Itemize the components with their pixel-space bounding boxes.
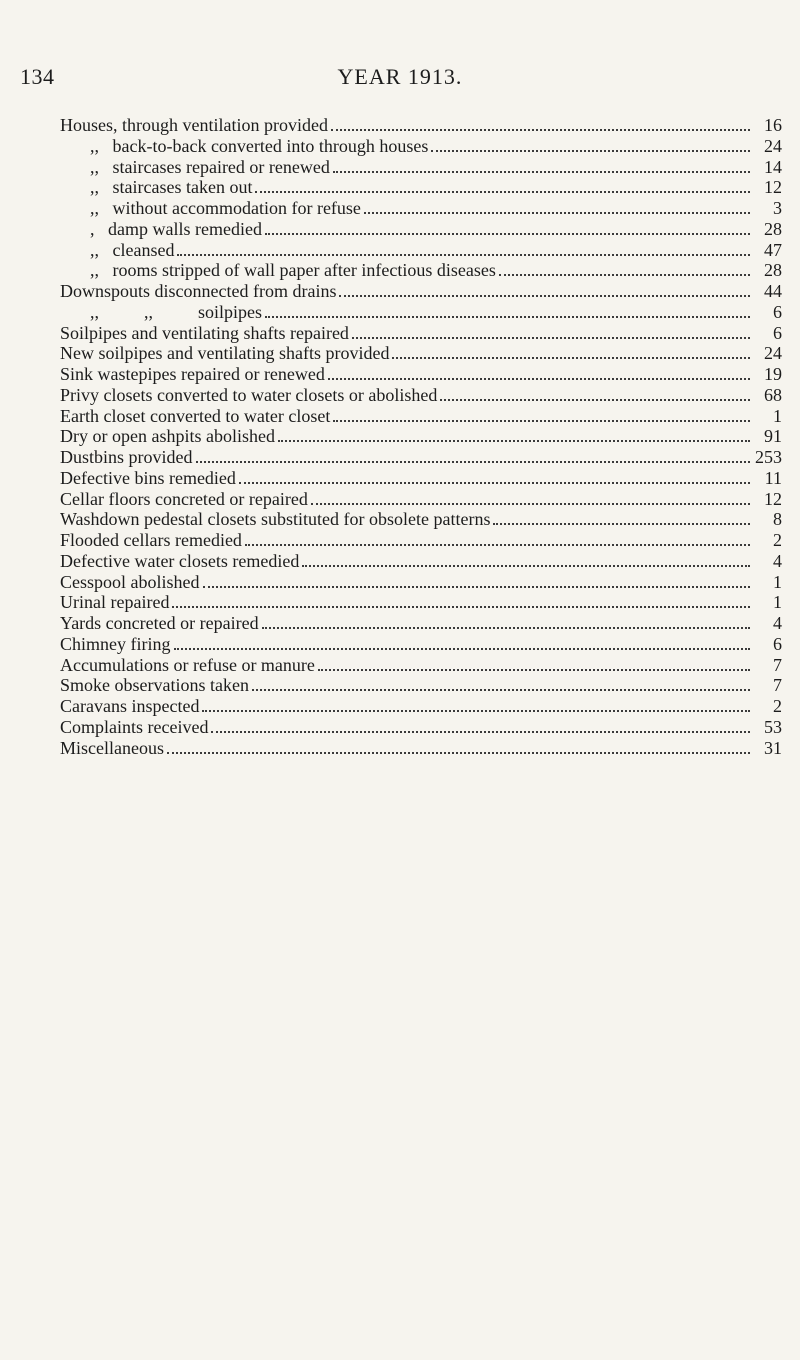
entry-value: 44	[764, 281, 782, 301]
entry-label: ,, rooms stripped of wall paper after infectious diseases	[90, 260, 496, 281]
dot-leader	[278, 440, 750, 442]
list-item	[60, 592, 782, 613]
list-item	[60, 385, 782, 406]
entry-label: Smoke observations taken	[60, 675, 249, 696]
dot-leader	[245, 544, 750, 546]
entry-value: 24	[764, 135, 782, 156]
dot-leader	[255, 191, 750, 193]
entry-value: 7	[773, 654, 782, 675]
entry-value: 1	[773, 405, 782, 426]
list-item	[60, 468, 782, 489]
entry-value: 2	[773, 530, 782, 550]
entry-value: 8	[773, 509, 782, 530]
entry-value: 6	[773, 633, 782, 654]
list-item	[60, 177, 782, 198]
entry-label: Yards concreted or repaired	[60, 613, 259, 633]
entry-label: Soilpipes and ventilating shafts repaired	[60, 322, 349, 343]
entry-value: 253	[755, 447, 782, 467]
entry-label: ,, staircases repaired or renewed	[90, 156, 330, 177]
entry-label: Defective bins remedied	[60, 467, 236, 488]
entry-label: Miscellaneous	[60, 737, 164, 758]
dot-leader	[262, 627, 750, 629]
list-item	[60, 655, 782, 676]
entry-value: 6	[773, 301, 782, 322]
entry-label: Chimney firing	[60, 633, 171, 654]
dot-leader	[203, 586, 751, 588]
dot-leader	[172, 606, 750, 608]
entry-value: 31	[764, 737, 782, 758]
entry-value: 28	[764, 260, 782, 281]
dot-leader	[318, 669, 750, 671]
list-item	[60, 675, 782, 696]
entry-label: Houses, through ventilation provided	[60, 115, 328, 135]
entry-label: ,, ,, soilpipes	[90, 301, 263, 322]
dot-leader	[265, 316, 750, 318]
entry-value: 28	[764, 218, 782, 239]
entry-value: 68	[764, 384, 782, 405]
entry-value: 16	[764, 115, 782, 135]
entry-label: Dry or open ashpits abolished	[60, 426, 275, 447]
entry-label: Urinal repaired	[60, 592, 170, 613]
running-title: YEAR 1913.	[337, 64, 463, 89]
list-item	[60, 489, 782, 510]
entry-label: Privy closets converted to water closets or abolished	[60, 384, 438, 405]
entry-label: ,, back-to-back converted into through houses	[90, 135, 429, 156]
entry-label: , damp walls remedied	[90, 218, 262, 239]
entry-label: Downspouts disconnected from drains	[60, 281, 337, 301]
dot-leader	[302, 565, 750, 567]
entry-label: Accumulations or refuse or manure	[60, 654, 315, 675]
page-header	[0, 64, 800, 96]
dot-leader	[499, 274, 750, 276]
list-item	[60, 572, 782, 593]
entry-value: 12	[764, 177, 782, 198]
entry-value: 6	[773, 322, 782, 343]
list-item	[60, 323, 782, 344]
dot-leader	[328, 378, 750, 380]
dot-leader	[252, 689, 750, 691]
list-item	[60, 426, 782, 447]
dot-leader	[239, 482, 750, 484]
list-item	[60, 115, 782, 136]
list-item	[60, 260, 782, 281]
entry-value: 7	[773, 675, 782, 696]
dot-leader	[431, 150, 750, 152]
entry-label: New soilpipes and ventilating shafts provided	[60, 343, 390, 364]
entry-label: Washdown pedestal closets substituted for obsolete patterns	[60, 509, 491, 530]
dot-leader	[177, 254, 750, 256]
list-item	[60, 530, 782, 551]
list-item	[60, 406, 782, 427]
list-item	[60, 717, 782, 738]
entry-label: ,, cleansed	[90, 239, 175, 260]
dot-leader	[211, 731, 750, 733]
dot-leader	[167, 752, 750, 754]
list-item	[60, 302, 782, 323]
list-item	[60, 738, 782, 759]
list-item	[60, 447, 782, 468]
dot-leader	[333, 171, 750, 173]
list-item	[60, 613, 782, 634]
entry-value: 24	[764, 343, 782, 364]
entry-value: 19	[764, 364, 782, 384]
entry-value: 14	[764, 156, 782, 177]
entry-value: 3	[773, 198, 782, 218]
entry-value: 1	[773, 571, 782, 592]
list-item	[60, 343, 782, 364]
list-item	[60, 551, 782, 572]
dot-leader	[352, 337, 750, 339]
dot-leader	[265, 233, 750, 235]
entry-value: 4	[773, 613, 782, 633]
entry-value: 12	[764, 488, 782, 509]
entry-label: ,, staircases taken out	[90, 177, 253, 198]
entry-label: Defective water closets remedied	[60, 550, 300, 571]
list-item	[60, 198, 782, 219]
dot-leader	[392, 357, 750, 359]
entry-label: Flooded cellars remedied	[60, 530, 242, 550]
list-item	[60, 696, 782, 717]
statistics-list	[60, 115, 782, 758]
dot-leader	[364, 212, 750, 214]
entry-label: Sink wastepipes repaired or renewed	[60, 364, 325, 384]
entry-value: 53	[764, 716, 782, 737]
page-number: 134	[20, 64, 55, 89]
dot-leader	[174, 648, 751, 650]
dot-leader	[196, 461, 751, 463]
entry-label: ,, without accommodation for refuse	[90, 198, 361, 218]
list-item	[60, 634, 782, 655]
entry-value: 4	[773, 550, 782, 571]
list-item	[60, 364, 782, 385]
entry-label: Caravans inspected	[60, 696, 200, 716]
list-item	[60, 240, 782, 261]
list-item	[60, 509, 782, 530]
entry-label: Cellar floors concreted or repaired	[60, 488, 308, 509]
dot-leader	[333, 420, 750, 422]
list-item	[60, 281, 782, 302]
dot-leader	[493, 523, 750, 525]
entry-value: 47	[764, 239, 782, 260]
entry-label: Complaints received	[60, 716, 209, 737]
dot-leader	[202, 710, 750, 712]
dot-leader	[339, 295, 750, 297]
entry-value: 1	[773, 592, 782, 613]
dot-leader	[440, 399, 750, 401]
list-item	[60, 219, 782, 240]
dot-leader	[331, 129, 750, 131]
entry-label: Cesspool abolished	[60, 571, 200, 592]
dot-leader	[311, 503, 750, 505]
list-item	[60, 136, 782, 157]
entry-value: 2	[773, 696, 782, 716]
entry-label: Earth closet converted to water closet	[60, 405, 331, 426]
list-item	[60, 157, 782, 178]
entry-value: 11	[764, 467, 782, 488]
entry-value: 91	[764, 426, 782, 447]
entry-label: Dustbins provided	[60, 447, 193, 467]
